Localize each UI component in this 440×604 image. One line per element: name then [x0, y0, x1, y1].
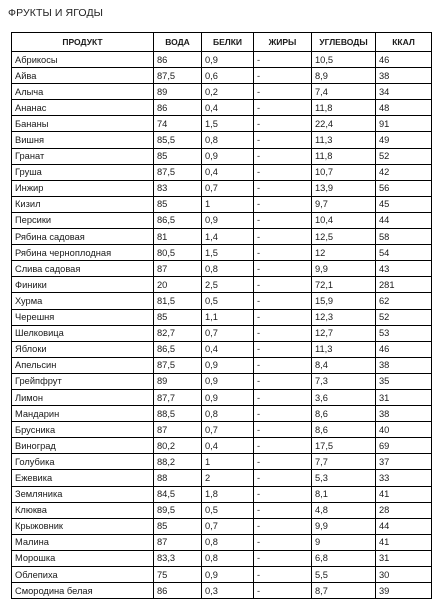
- cell-fat: -: [254, 100, 312, 116]
- cell-kcal: 43: [376, 261, 432, 277]
- cell-protein: 0,9: [202, 148, 254, 164]
- cell-product: Ананас: [12, 100, 154, 116]
- table-row: [12, 389, 432, 405]
- cell-kcal: 28: [376, 502, 432, 518]
- cell-water: 87: [154, 261, 202, 277]
- cell-water: 82,7: [154, 325, 202, 341]
- cell-carbs: 8,6: [312, 422, 376, 438]
- table-row: [12, 438, 432, 454]
- header-product: ПРОДУКТ: [12, 33, 154, 52]
- cell-protein: 0,9: [202, 52, 254, 68]
- cell-kcal: 91: [376, 116, 432, 132]
- cell-kcal: 42: [376, 164, 432, 180]
- cell-fat: -: [254, 422, 312, 438]
- cell-kcal: 48: [376, 100, 432, 116]
- cell-product: Малина: [12, 534, 154, 550]
- table-row: [12, 277, 432, 293]
- cell-fat: -: [254, 261, 312, 277]
- cell-product: Вишня: [12, 132, 154, 148]
- cell-carbs: 72,1: [312, 277, 376, 293]
- cell-water: 86,5: [154, 212, 202, 228]
- cell-water: 84,5: [154, 486, 202, 502]
- cell-carbs: 8,1: [312, 486, 376, 502]
- cell-product: Голубика: [12, 454, 154, 470]
- table-row: [12, 325, 432, 341]
- cell-fat: -: [254, 164, 312, 180]
- cell-kcal: 44: [376, 212, 432, 228]
- cell-kcal: 53: [376, 325, 432, 341]
- cell-kcal: 35: [376, 373, 432, 389]
- cell-fat: -: [254, 84, 312, 100]
- table-body: [12, 52, 432, 599]
- cell-carbs: 10,5: [312, 52, 376, 68]
- cell-protein: 0,4: [202, 341, 254, 357]
- cell-fat: -: [254, 454, 312, 470]
- cell-product: Хурма: [12, 293, 154, 309]
- table-row: [12, 229, 432, 245]
- header-fat: ЖИРЫ: [254, 33, 312, 52]
- cell-protein: 0,5: [202, 502, 254, 518]
- cell-fat: -: [254, 245, 312, 261]
- cell-fat: -: [254, 196, 312, 212]
- header-protein: БЕЛКИ: [202, 33, 254, 52]
- cell-kcal: 69: [376, 438, 432, 454]
- cell-protein: 0,9: [202, 389, 254, 405]
- cell-protein: 0,2: [202, 84, 254, 100]
- cell-product: Лимон: [12, 389, 154, 405]
- cell-water: 89: [154, 84, 202, 100]
- cell-fat: -: [254, 277, 312, 293]
- cell-protein: 0,5: [202, 293, 254, 309]
- cell-fat: -: [254, 550, 312, 566]
- cell-kcal: 41: [376, 486, 432, 502]
- table-row: [12, 180, 432, 196]
- cell-product: Ежевика: [12, 470, 154, 486]
- page-title: ФРУКТЫ И ЯГОДЫ: [8, 7, 104, 19]
- table-row: [12, 502, 432, 518]
- cell-carbs: 4,8: [312, 502, 376, 518]
- cell-fat: -: [254, 583, 312, 599]
- cell-product: Инжир: [12, 180, 154, 196]
- cell-water: 85: [154, 309, 202, 325]
- cell-fat: -: [254, 116, 312, 132]
- cell-water: 86: [154, 583, 202, 599]
- cell-carbs: 11,3: [312, 341, 376, 357]
- cell-fat: -: [254, 438, 312, 454]
- cell-product: Слива садовая: [12, 261, 154, 277]
- cell-kcal: 45: [376, 196, 432, 212]
- cell-protein: 1,5: [202, 245, 254, 261]
- cell-kcal: 41: [376, 534, 432, 550]
- cell-protein: 1: [202, 196, 254, 212]
- cell-product: Айва: [12, 68, 154, 84]
- cell-carbs: 15,9: [312, 293, 376, 309]
- cell-carbs: 8,4: [312, 357, 376, 373]
- table-row: [12, 164, 432, 180]
- cell-fat: -: [254, 52, 312, 68]
- cell-carbs: 12: [312, 245, 376, 261]
- cell-water: 86: [154, 100, 202, 116]
- cell-kcal: 56: [376, 180, 432, 196]
- table-row: [12, 357, 432, 373]
- cell-fat: -: [254, 518, 312, 534]
- table-row: [12, 486, 432, 502]
- cell-product: Брусника: [12, 422, 154, 438]
- cell-product: Абрикосы: [12, 52, 154, 68]
- table-row: [12, 68, 432, 84]
- cell-water: 85,5: [154, 132, 202, 148]
- cell-carbs: 11,3: [312, 132, 376, 148]
- cell-carbs: 22,4: [312, 116, 376, 132]
- table-row: [12, 373, 432, 389]
- cell-water: 80,2: [154, 438, 202, 454]
- cell-water: 87: [154, 422, 202, 438]
- cell-water: 87,5: [154, 357, 202, 373]
- cell-carbs: 9,7: [312, 196, 376, 212]
- cell-kcal: 30: [376, 567, 432, 583]
- cell-product: Облепиха: [12, 567, 154, 583]
- table-row: [12, 100, 432, 116]
- cell-protein: 1,8: [202, 486, 254, 502]
- cell-protein: 0,4: [202, 438, 254, 454]
- table-row: [12, 196, 432, 212]
- cell-carbs: 7,7: [312, 454, 376, 470]
- cell-kcal: 34: [376, 84, 432, 100]
- cell-water: 87,5: [154, 68, 202, 84]
- cell-water: 83,3: [154, 550, 202, 566]
- cell-kcal: 38: [376, 68, 432, 84]
- cell-carbs: 7,3: [312, 373, 376, 389]
- table-row: [12, 116, 432, 132]
- cell-fat: -: [254, 373, 312, 389]
- cell-water: 88,5: [154, 406, 202, 422]
- cell-protein: 0,7: [202, 518, 254, 534]
- cell-protein: 0,9: [202, 567, 254, 583]
- cell-water: 88: [154, 470, 202, 486]
- cell-product: Шелковица: [12, 325, 154, 341]
- cell-protein: 0,8: [202, 132, 254, 148]
- cell-water: 85: [154, 196, 202, 212]
- cell-carbs: 12,7: [312, 325, 376, 341]
- header-water: ВОДА: [154, 33, 202, 52]
- cell-water: 89: [154, 373, 202, 389]
- table-row: [12, 293, 432, 309]
- cell-kcal: 58: [376, 229, 432, 245]
- cell-kcal: 33: [376, 470, 432, 486]
- cell-kcal: 62: [376, 293, 432, 309]
- cell-product: Клюква: [12, 502, 154, 518]
- nutrition-table: [11, 32, 432, 599]
- cell-water: 87: [154, 534, 202, 550]
- cell-carbs: 3,6: [312, 389, 376, 405]
- cell-water: 87,5: [154, 164, 202, 180]
- cell-fat: -: [254, 148, 312, 164]
- cell-fat: -: [254, 180, 312, 196]
- cell-water: 87,7: [154, 389, 202, 405]
- cell-fat: -: [254, 293, 312, 309]
- cell-fat: -: [254, 229, 312, 245]
- cell-kcal: 44: [376, 518, 432, 534]
- table-row: [12, 454, 432, 470]
- table-row: [12, 534, 432, 550]
- cell-carbs: 9,9: [312, 518, 376, 534]
- cell-carbs: 8,7: [312, 583, 376, 599]
- cell-protein: 1,5: [202, 116, 254, 132]
- cell-product: Рябина садовая: [12, 229, 154, 245]
- cell-water: 89,5: [154, 502, 202, 518]
- table-row: [12, 518, 432, 534]
- table-row: [12, 406, 432, 422]
- cell-water: 85: [154, 518, 202, 534]
- cell-water: 85: [154, 148, 202, 164]
- cell-product: Рябина черноплодная: [12, 245, 154, 261]
- header-carbs: УГЛЕВОДЫ: [312, 33, 376, 52]
- cell-protein: 2,5: [202, 277, 254, 293]
- cell-protein: 0,7: [202, 422, 254, 438]
- cell-protein: 0,8: [202, 550, 254, 566]
- cell-kcal: 46: [376, 52, 432, 68]
- cell-product: Мандарин: [12, 406, 154, 422]
- table-row: [12, 470, 432, 486]
- cell-water: 74: [154, 116, 202, 132]
- table-row: [12, 309, 432, 325]
- cell-carbs: 9,9: [312, 261, 376, 277]
- cell-kcal: 39: [376, 583, 432, 599]
- cell-protein: 0,9: [202, 357, 254, 373]
- cell-carbs: 5,5: [312, 567, 376, 583]
- cell-fat: -: [254, 502, 312, 518]
- cell-kcal: 54: [376, 245, 432, 261]
- cell-product: Черешня: [12, 309, 154, 325]
- cell-protein: 0,8: [202, 406, 254, 422]
- cell-carbs: 5,3: [312, 470, 376, 486]
- cell-protein: 2: [202, 470, 254, 486]
- table-row: [12, 341, 432, 357]
- cell-carbs: 11,8: [312, 100, 376, 116]
- cell-water: 80,5: [154, 245, 202, 261]
- cell-kcal: 46: [376, 341, 432, 357]
- cell-product: Крыжовник: [12, 518, 154, 534]
- cell-carbs: 9: [312, 534, 376, 550]
- cell-protein: 0,9: [202, 373, 254, 389]
- cell-fat: -: [254, 406, 312, 422]
- table-row: [12, 212, 432, 228]
- cell-kcal: 49: [376, 132, 432, 148]
- table-row: [12, 583, 432, 599]
- cell-product: Груша: [12, 164, 154, 180]
- cell-kcal: 31: [376, 550, 432, 566]
- cell-product: Персики: [12, 212, 154, 228]
- cell-kcal: 40: [376, 422, 432, 438]
- cell-water: 86,5: [154, 341, 202, 357]
- cell-carbs: 11,8: [312, 148, 376, 164]
- table-row: [12, 550, 432, 566]
- cell-kcal: 38: [376, 406, 432, 422]
- cell-carbs: 8,9: [312, 68, 376, 84]
- cell-carbs: 12,3: [312, 309, 376, 325]
- cell-fat: -: [254, 470, 312, 486]
- cell-product: Апельсин: [12, 357, 154, 373]
- cell-protein: 0,8: [202, 261, 254, 277]
- cell-kcal: 38: [376, 357, 432, 373]
- cell-water: 81: [154, 229, 202, 245]
- cell-product: Земляника: [12, 486, 154, 502]
- table-row: [12, 245, 432, 261]
- cell-kcal: 37: [376, 454, 432, 470]
- table-row: [12, 261, 432, 277]
- cell-protein: 0,4: [202, 100, 254, 116]
- cell-product: Бананы: [12, 116, 154, 132]
- cell-carbs: 13,9: [312, 180, 376, 196]
- table-row: [12, 148, 432, 164]
- cell-fat: -: [254, 68, 312, 84]
- cell-protein: 0,4: [202, 164, 254, 180]
- table-header-row: [12, 33, 432, 52]
- cell-fat: -: [254, 567, 312, 583]
- table-row: [12, 567, 432, 583]
- cell-fat: -: [254, 357, 312, 373]
- cell-protein: 0,7: [202, 325, 254, 341]
- cell-carbs: 10,4: [312, 212, 376, 228]
- cell-fat: -: [254, 325, 312, 341]
- cell-kcal: 281: [376, 277, 432, 293]
- table-row: [12, 52, 432, 68]
- cell-carbs: 10,7: [312, 164, 376, 180]
- cell-protein: 0,8: [202, 534, 254, 550]
- cell-carbs: 17,5: [312, 438, 376, 454]
- cell-product: Яблоки: [12, 341, 154, 357]
- cell-fat: -: [254, 341, 312, 357]
- cell-fat: -: [254, 486, 312, 502]
- cell-protein: 0,9: [202, 212, 254, 228]
- table-row: [12, 84, 432, 100]
- cell-product: Виноград: [12, 438, 154, 454]
- cell-product: Гранат: [12, 148, 154, 164]
- table-row: [12, 422, 432, 438]
- cell-protein: 1,1: [202, 309, 254, 325]
- cell-product: Грейпфрут: [12, 373, 154, 389]
- cell-carbs: 12,5: [312, 229, 376, 245]
- header-kcal: ККАЛ: [376, 33, 432, 52]
- cell-product: Алыча: [12, 84, 154, 100]
- cell-product: Финики: [12, 277, 154, 293]
- cell-water: 20: [154, 277, 202, 293]
- cell-fat: -: [254, 389, 312, 405]
- table-row: [12, 132, 432, 148]
- cell-kcal: 52: [376, 309, 432, 325]
- cell-protein: 1: [202, 454, 254, 470]
- cell-fat: -: [254, 309, 312, 325]
- cell-kcal: 52: [376, 148, 432, 164]
- cell-product: Морошка: [12, 550, 154, 566]
- cell-product: Кизил: [12, 196, 154, 212]
- cell-protein: 1,4: [202, 229, 254, 245]
- cell-water: 88,2: [154, 454, 202, 470]
- cell-fat: -: [254, 132, 312, 148]
- cell-carbs: 7,4: [312, 84, 376, 100]
- cell-protein: 0,3: [202, 583, 254, 599]
- cell-fat: -: [254, 212, 312, 228]
- cell-fat: -: [254, 534, 312, 550]
- cell-protein: 0,7: [202, 180, 254, 196]
- cell-water: 86: [154, 52, 202, 68]
- cell-product: Смородина белая: [12, 583, 154, 599]
- cell-water: 75: [154, 567, 202, 583]
- cell-water: 81,5: [154, 293, 202, 309]
- cell-protein: 0,6: [202, 68, 254, 84]
- cell-water: 83: [154, 180, 202, 196]
- cell-carbs: 8,6: [312, 406, 376, 422]
- cell-carbs: 6,8: [312, 550, 376, 566]
- cell-kcal: 31: [376, 389, 432, 405]
